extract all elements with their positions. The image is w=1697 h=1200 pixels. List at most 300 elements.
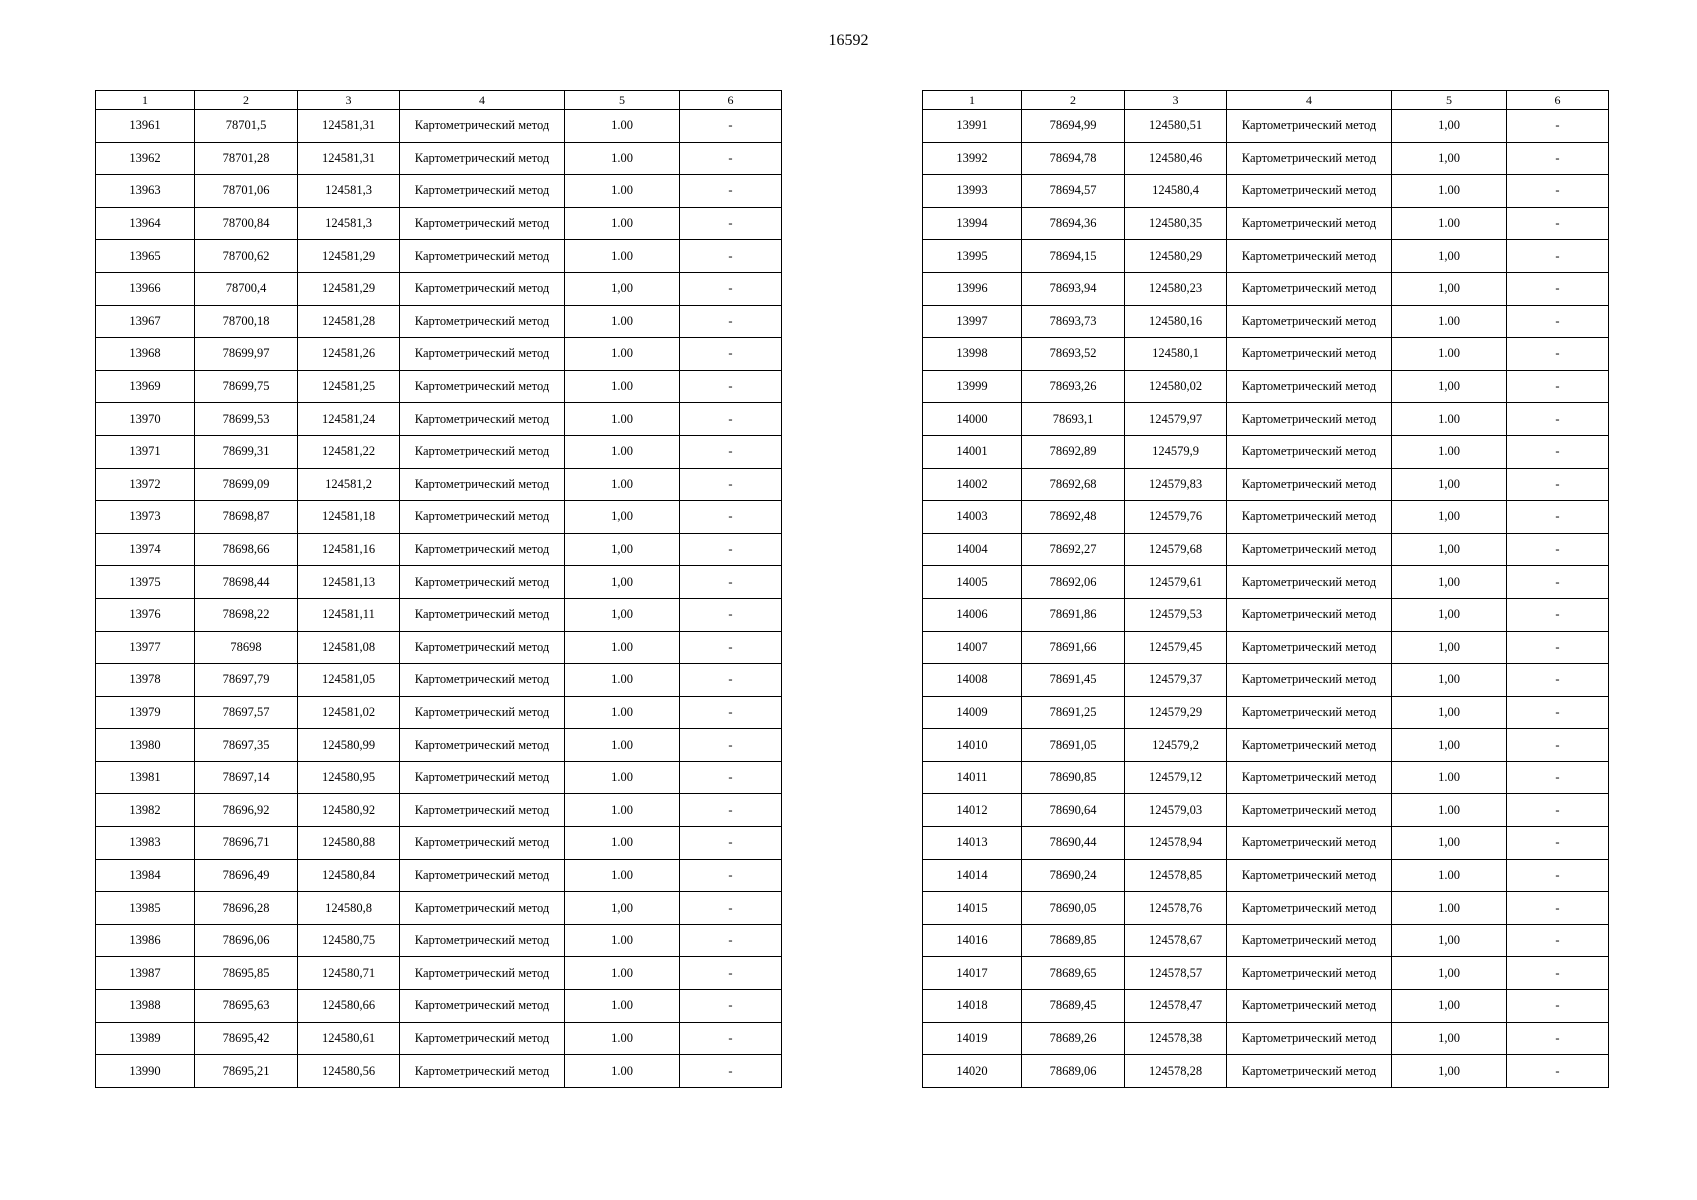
- y-coordinate-cell: 124581,29: [298, 240, 400, 273]
- method-cell: Картометрический метод: [400, 631, 565, 664]
- point-number-cell: 14003: [923, 501, 1022, 534]
- accuracy-cell: 1,00: [1392, 240, 1507, 273]
- method-cell: Картометрический метод: [1227, 566, 1392, 599]
- y-coordinate-cell: 124580,35: [1125, 207, 1227, 240]
- y-coordinate-cell: 124580,29: [1125, 240, 1227, 273]
- description-cell: -: [1507, 696, 1609, 729]
- method-cell: Картометрический метод: [1227, 631, 1392, 664]
- accuracy-cell: 1.00: [1392, 338, 1507, 371]
- accuracy-cell: 1,00: [1392, 924, 1507, 957]
- method-cell: Картометрический метод: [400, 761, 565, 794]
- table-row: [96, 468, 782, 501]
- table-row: [96, 990, 782, 1023]
- accuracy-cell: 1.00: [565, 370, 680, 403]
- x-coordinate-cell: 78696,92: [195, 794, 298, 827]
- description-cell: -: [680, 501, 782, 534]
- accuracy-cell: 1.00: [565, 403, 680, 436]
- point-number-cell: 13996: [923, 272, 1022, 305]
- description-cell: -: [680, 859, 782, 892]
- point-number-cell: 14019: [923, 1022, 1022, 1055]
- method-cell: Картометрический метод: [1227, 892, 1392, 925]
- x-coordinate-cell: 78690,24: [1022, 859, 1125, 892]
- x-coordinate-cell: 78694,99: [1022, 110, 1125, 143]
- accuracy-cell: 1,00: [1392, 664, 1507, 697]
- y-coordinate-cell: 124581,25: [298, 370, 400, 403]
- description-cell: -: [1507, 892, 1609, 925]
- description-cell: -: [680, 272, 782, 305]
- y-coordinate-cell: 124580,56: [298, 1055, 400, 1088]
- x-coordinate-cell: 78698,44: [195, 566, 298, 599]
- table-row: [923, 794, 1609, 827]
- method-cell: Картометрический метод: [1227, 1022, 1392, 1055]
- header-row: [923, 91, 1609, 110]
- method-cell: Картометрический метод: [1227, 598, 1392, 631]
- method-cell: Картометрический метод: [1227, 305, 1392, 338]
- point-number-cell: 14002: [923, 468, 1022, 501]
- method-cell: Картометрический метод: [1227, 859, 1392, 892]
- accuracy-cell: 1.00: [565, 761, 680, 794]
- x-coordinate-cell: 78694,15: [1022, 240, 1125, 273]
- y-coordinate-cell: 124581,13: [298, 566, 400, 599]
- x-coordinate-cell: 78698,87: [195, 501, 298, 534]
- accuracy-cell: 1.00: [565, 207, 680, 240]
- table-row: [96, 957, 782, 990]
- y-coordinate-cell: 124581,16: [298, 533, 400, 566]
- y-coordinate-cell: 124578,94: [1125, 827, 1227, 860]
- x-coordinate-cell: 78689,65: [1022, 957, 1125, 990]
- point-number-cell: 13964: [96, 207, 195, 240]
- point-number-cell: 13999: [923, 370, 1022, 403]
- method-cell: Картометрический метод: [1227, 957, 1392, 990]
- point-number-cell: 13977: [96, 631, 195, 664]
- point-number-cell: 13961: [96, 110, 195, 143]
- method-cell: Картометрический метод: [1227, 110, 1392, 143]
- x-coordinate-cell: 78690,85: [1022, 761, 1125, 794]
- x-coordinate-cell: 78700,84: [195, 207, 298, 240]
- point-number-cell: 13988: [96, 990, 195, 1023]
- description-cell: -: [1507, 598, 1609, 631]
- y-coordinate-cell: 124581,2: [298, 468, 400, 501]
- table-row: [96, 501, 782, 534]
- table-row: [923, 110, 1609, 143]
- x-coordinate-cell: 78689,06: [1022, 1055, 1125, 1088]
- y-coordinate-cell: 124579,12: [1125, 761, 1227, 794]
- y-coordinate-cell: 124581,28: [298, 305, 400, 338]
- method-cell: Картометрический метод: [400, 370, 565, 403]
- table-row: [96, 435, 782, 468]
- accuracy-cell: 1,00: [1392, 729, 1507, 762]
- x-coordinate-cell: 78695,42: [195, 1022, 298, 1055]
- x-coordinate-cell: 78689,26: [1022, 1022, 1125, 1055]
- table-row: [923, 468, 1609, 501]
- method-cell: Картометрический метод: [1227, 1055, 1392, 1088]
- point-number-cell: 14015: [923, 892, 1022, 925]
- accuracy-cell: 1,00: [1392, 272, 1507, 305]
- description-cell: -: [1507, 468, 1609, 501]
- table-row: [923, 370, 1609, 403]
- x-coordinate-cell: 78696,71: [195, 827, 298, 860]
- y-coordinate-cell: 124579,37: [1125, 664, 1227, 697]
- table-row: [923, 598, 1609, 631]
- point-number-cell: 14009: [923, 696, 1022, 729]
- method-cell: Картометрический метод: [400, 533, 565, 566]
- x-coordinate-cell: 78697,57: [195, 696, 298, 729]
- y-coordinate-cell: 124581,29: [298, 272, 400, 305]
- table-row: [923, 990, 1609, 1023]
- column-header: 3: [1125, 91, 1227, 110]
- table-row: [96, 598, 782, 631]
- y-coordinate-cell: 124581,3: [298, 207, 400, 240]
- table-row: [923, 142, 1609, 175]
- y-coordinate-cell: 124581,22: [298, 435, 400, 468]
- coordinates-table-right: [922, 90, 1609, 1088]
- method-cell: Картометрический метод: [400, 175, 565, 208]
- y-coordinate-cell: 124578,47: [1125, 990, 1227, 1023]
- description-cell: -: [680, 761, 782, 794]
- point-number-cell: 13997: [923, 305, 1022, 338]
- point-number-cell: 14012: [923, 794, 1022, 827]
- point-number-cell: 13976: [96, 598, 195, 631]
- x-coordinate-cell: 78695,63: [195, 990, 298, 1023]
- accuracy-cell: 1,00: [1392, 370, 1507, 403]
- point-number-cell: 13974: [96, 533, 195, 566]
- x-coordinate-cell: 78701,06: [195, 175, 298, 208]
- page-number: 16592: [828, 32, 869, 49]
- method-cell: Картометрический метод: [1227, 664, 1392, 697]
- accuracy-cell: 1.00: [1392, 794, 1507, 827]
- method-cell: Картометрический метод: [400, 957, 565, 990]
- description-cell: -: [1507, 305, 1609, 338]
- x-coordinate-cell: 78694,78: [1022, 142, 1125, 175]
- accuracy-cell: 1.00: [1392, 892, 1507, 925]
- description-cell: -: [680, 566, 782, 599]
- method-cell: Картометрический метод: [400, 305, 565, 338]
- table-row: [923, 729, 1609, 762]
- y-coordinate-cell: 124579,9: [1125, 435, 1227, 468]
- accuracy-cell: 1.00: [1392, 435, 1507, 468]
- method-cell: Картометрический метод: [400, 892, 565, 925]
- point-number-cell: 14016: [923, 924, 1022, 957]
- x-coordinate-cell: 78691,25: [1022, 696, 1125, 729]
- method-cell: Картометрический метод: [1227, 240, 1392, 273]
- x-coordinate-cell: 78690,64: [1022, 794, 1125, 827]
- method-cell: Картометрический метод: [400, 501, 565, 534]
- description-cell: -: [680, 1055, 782, 1088]
- x-coordinate-cell: 78697,79: [195, 664, 298, 697]
- accuracy-cell: 1.00: [565, 664, 680, 697]
- point-number-cell: 13983: [96, 827, 195, 860]
- x-coordinate-cell: 78698,22: [195, 598, 298, 631]
- table-row: [96, 1022, 782, 1055]
- description-cell: -: [1507, 501, 1609, 534]
- y-coordinate-cell: 124578,28: [1125, 1055, 1227, 1088]
- description-cell: -: [1507, 435, 1609, 468]
- table-header: [923, 91, 1609, 110]
- point-number-cell: 14008: [923, 664, 1022, 697]
- x-coordinate-cell: 78695,85: [195, 957, 298, 990]
- y-coordinate-cell: 124580,61: [298, 1022, 400, 1055]
- x-coordinate-cell: 78694,57: [1022, 175, 1125, 208]
- point-number-cell: 13998: [923, 338, 1022, 371]
- accuracy-cell: 1.00: [565, 924, 680, 957]
- method-cell: Картометрический метод: [400, 924, 565, 957]
- table-row: [96, 859, 782, 892]
- y-coordinate-cell: 124581,11: [298, 598, 400, 631]
- accuracy-cell: 1.00: [565, 1055, 680, 1088]
- description-cell: -: [680, 696, 782, 729]
- table-body: [923, 110, 1609, 1088]
- y-coordinate-cell: 124580,51: [1125, 110, 1227, 143]
- method-cell: Картометрический метод: [400, 403, 565, 436]
- y-coordinate-cell: 124580,4: [1125, 175, 1227, 208]
- description-cell: -: [1507, 175, 1609, 208]
- point-number-cell: 14011: [923, 761, 1022, 794]
- method-cell: Картометрический метод: [1227, 435, 1392, 468]
- method-cell: Картометрический метод: [1227, 175, 1392, 208]
- method-cell: Картометрический метод: [400, 794, 565, 827]
- table-row: [923, 1022, 1609, 1055]
- accuracy-cell: 1.00: [565, 468, 680, 501]
- accuracy-cell: 1.00: [565, 827, 680, 860]
- method-cell: Картометрический метод: [400, 664, 565, 697]
- accuracy-cell: 1.00: [1392, 305, 1507, 338]
- point-number-cell: 14001: [923, 435, 1022, 468]
- accuracy-cell: 1.00: [565, 1022, 680, 1055]
- point-number-cell: 13965: [96, 240, 195, 273]
- column-header: 2: [195, 91, 298, 110]
- description-cell: -: [1507, 827, 1609, 860]
- x-coordinate-cell: 78700,4: [195, 272, 298, 305]
- table-row: [923, 338, 1609, 371]
- method-cell: Картометрический метод: [400, 729, 565, 762]
- column-header: 4: [1227, 91, 1392, 110]
- description-cell: -: [680, 990, 782, 1023]
- y-coordinate-cell: 124580,46: [1125, 142, 1227, 175]
- method-cell: Картометрический метод: [1227, 370, 1392, 403]
- point-number-cell: 13980: [96, 729, 195, 762]
- table-row: [923, 924, 1609, 957]
- table-row: [923, 827, 1609, 860]
- x-coordinate-cell: 78699,31: [195, 435, 298, 468]
- y-coordinate-cell: 124579,29: [1125, 696, 1227, 729]
- method-cell: Картометрический метод: [400, 272, 565, 305]
- table-row: [923, 435, 1609, 468]
- y-coordinate-cell: 124580,92: [298, 794, 400, 827]
- description-cell: -: [680, 533, 782, 566]
- accuracy-cell: 1,00: [565, 892, 680, 925]
- y-coordinate-cell: 124579,68: [1125, 533, 1227, 566]
- point-number-cell: 13973: [96, 501, 195, 534]
- description-cell: -: [680, 729, 782, 762]
- table-row: [96, 338, 782, 371]
- accuracy-cell: 1,00: [1392, 598, 1507, 631]
- method-cell: Картометрический метод: [1227, 272, 1392, 305]
- point-number-cell: 14013: [923, 827, 1022, 860]
- description-cell: -: [1507, 403, 1609, 436]
- point-number-cell: 13993: [923, 175, 1022, 208]
- point-number-cell: 14006: [923, 598, 1022, 631]
- description-cell: -: [680, 957, 782, 990]
- method-cell: Картометрический метод: [1227, 729, 1392, 762]
- y-coordinate-cell: 124581,02: [298, 696, 400, 729]
- table-row: [96, 240, 782, 273]
- table-row: [96, 696, 782, 729]
- table-row: [923, 240, 1609, 273]
- point-number-cell: 13987: [96, 957, 195, 990]
- x-coordinate-cell: 78693,26: [1022, 370, 1125, 403]
- accuracy-cell: 1,00: [1392, 990, 1507, 1023]
- x-coordinate-cell: 78689,85: [1022, 924, 1125, 957]
- column-header: 2: [1022, 91, 1125, 110]
- y-coordinate-cell: 124580,66: [298, 990, 400, 1023]
- y-coordinate-cell: 124581,31: [298, 142, 400, 175]
- description-cell: -: [1507, 370, 1609, 403]
- table-row: [96, 892, 782, 925]
- x-coordinate-cell: 78692,68: [1022, 468, 1125, 501]
- point-number-cell: 13979: [96, 696, 195, 729]
- x-coordinate-cell: 78700,18: [195, 305, 298, 338]
- description-cell: -: [680, 305, 782, 338]
- description-cell: -: [1507, 924, 1609, 957]
- method-cell: Картометрический метод: [1227, 990, 1392, 1023]
- accuracy-cell: 1.00: [565, 859, 680, 892]
- column-header: 4: [400, 91, 565, 110]
- description-cell: -: [680, 403, 782, 436]
- table-row: [923, 533, 1609, 566]
- x-coordinate-cell: 78692,06: [1022, 566, 1125, 599]
- description-cell: -: [1507, 240, 1609, 273]
- x-coordinate-cell: 78699,09: [195, 468, 298, 501]
- x-coordinate-cell: 78698,66: [195, 533, 298, 566]
- y-coordinate-cell: 124581,08: [298, 631, 400, 664]
- description-cell: -: [1507, 957, 1609, 990]
- table-row: [923, 892, 1609, 925]
- x-coordinate-cell: 78693,73: [1022, 305, 1125, 338]
- method-cell: Картометрический метод: [1227, 207, 1392, 240]
- point-number-cell: 13989: [96, 1022, 195, 1055]
- x-coordinate-cell: 78692,48: [1022, 501, 1125, 534]
- description-cell: -: [1507, 631, 1609, 664]
- description-cell: -: [680, 370, 782, 403]
- point-number-cell: 14005: [923, 566, 1022, 599]
- accuracy-cell: 1,00: [1392, 142, 1507, 175]
- x-coordinate-cell: 78692,89: [1022, 435, 1125, 468]
- x-coordinate-cell: 78692,27: [1022, 533, 1125, 566]
- description-cell: -: [1507, 272, 1609, 305]
- y-coordinate-cell: 124579,2: [1125, 729, 1227, 762]
- accuracy-cell: 1.00: [565, 175, 680, 208]
- accuracy-cell: 1.00: [1392, 175, 1507, 208]
- point-number-cell: 13978: [96, 664, 195, 697]
- description-cell: -: [680, 827, 782, 860]
- method-cell: Картометрический метод: [1227, 403, 1392, 436]
- accuracy-cell: 1,00: [565, 566, 680, 599]
- method-cell: Картометрический метод: [400, 598, 565, 631]
- y-coordinate-cell: 124578,57: [1125, 957, 1227, 990]
- point-number-cell: 13972: [96, 468, 195, 501]
- y-coordinate-cell: 124580,02: [1125, 370, 1227, 403]
- accuracy-cell: 1.00: [1392, 859, 1507, 892]
- x-coordinate-cell: 78691,66: [1022, 631, 1125, 664]
- x-coordinate-cell: 78691,45: [1022, 664, 1125, 697]
- description-cell: -: [1507, 1022, 1609, 1055]
- accuracy-cell: 1,00: [1392, 696, 1507, 729]
- description-cell: -: [1507, 533, 1609, 566]
- table-row: [96, 827, 782, 860]
- table-row: [923, 761, 1609, 794]
- accuracy-cell: 1,00: [1392, 533, 1507, 566]
- table-row: [923, 566, 1609, 599]
- y-coordinate-cell: 124578,67: [1125, 924, 1227, 957]
- coordinates-table-left: [95, 90, 782, 1088]
- point-number-cell: 13992: [923, 142, 1022, 175]
- x-coordinate-cell: 78699,97: [195, 338, 298, 371]
- accuracy-cell: 1,00: [565, 501, 680, 534]
- method-cell: Картометрический метод: [400, 110, 565, 143]
- description-cell: -: [680, 794, 782, 827]
- accuracy-cell: 1.00: [565, 110, 680, 143]
- x-coordinate-cell: 78690,44: [1022, 827, 1125, 860]
- x-coordinate-cell: 78697,14: [195, 761, 298, 794]
- point-number-cell: 14000: [923, 403, 1022, 436]
- point-number-cell: 14007: [923, 631, 1022, 664]
- column-header: 6: [680, 91, 782, 110]
- description-cell: -: [1507, 859, 1609, 892]
- y-coordinate-cell: 124579,76: [1125, 501, 1227, 534]
- accuracy-cell: 1.00: [565, 631, 680, 664]
- accuracy-cell: 1,00: [1392, 468, 1507, 501]
- point-number-cell: 14020: [923, 1055, 1022, 1088]
- point-number-cell: 13981: [96, 761, 195, 794]
- table-row: [923, 305, 1609, 338]
- method-cell: Картометрический метод: [1227, 924, 1392, 957]
- x-coordinate-cell: 78693,1: [1022, 403, 1125, 436]
- point-number-cell: 13966: [96, 272, 195, 305]
- point-number-cell: 13991: [923, 110, 1022, 143]
- accuracy-cell: 1,00: [565, 533, 680, 566]
- description-cell: -: [680, 240, 782, 273]
- y-coordinate-cell: 124579,97: [1125, 403, 1227, 436]
- method-cell: Картометрический метод: [400, 468, 565, 501]
- x-coordinate-cell: 78689,45: [1022, 990, 1125, 1023]
- table-row: [96, 924, 782, 957]
- table-row: [96, 1055, 782, 1088]
- description-cell: -: [1507, 1055, 1609, 1088]
- point-number-cell: 14018: [923, 990, 1022, 1023]
- description-cell: -: [680, 435, 782, 468]
- method-cell: Картометрический метод: [400, 338, 565, 371]
- table-row: [96, 142, 782, 175]
- description-cell: -: [680, 892, 782, 925]
- method-cell: Картометрический метод: [400, 827, 565, 860]
- point-number-cell: 14014: [923, 859, 1022, 892]
- y-coordinate-cell: 124579,61: [1125, 566, 1227, 599]
- table-row: [923, 403, 1609, 436]
- x-coordinate-cell: 78700,62: [195, 240, 298, 273]
- y-coordinate-cell: 124579,45: [1125, 631, 1227, 664]
- method-cell: Картометрический метод: [1227, 468, 1392, 501]
- accuracy-cell: 1,00: [565, 272, 680, 305]
- method-cell: Картометрический метод: [400, 859, 565, 892]
- accuracy-cell: 1.00: [565, 305, 680, 338]
- method-cell: Картометрический метод: [1227, 142, 1392, 175]
- y-coordinate-cell: 124581,26: [298, 338, 400, 371]
- column-header: 6: [1507, 91, 1609, 110]
- y-coordinate-cell: 124581,05: [298, 664, 400, 697]
- table-row: [923, 175, 1609, 208]
- description-cell: -: [1507, 338, 1609, 371]
- point-number-cell: 13969: [96, 370, 195, 403]
